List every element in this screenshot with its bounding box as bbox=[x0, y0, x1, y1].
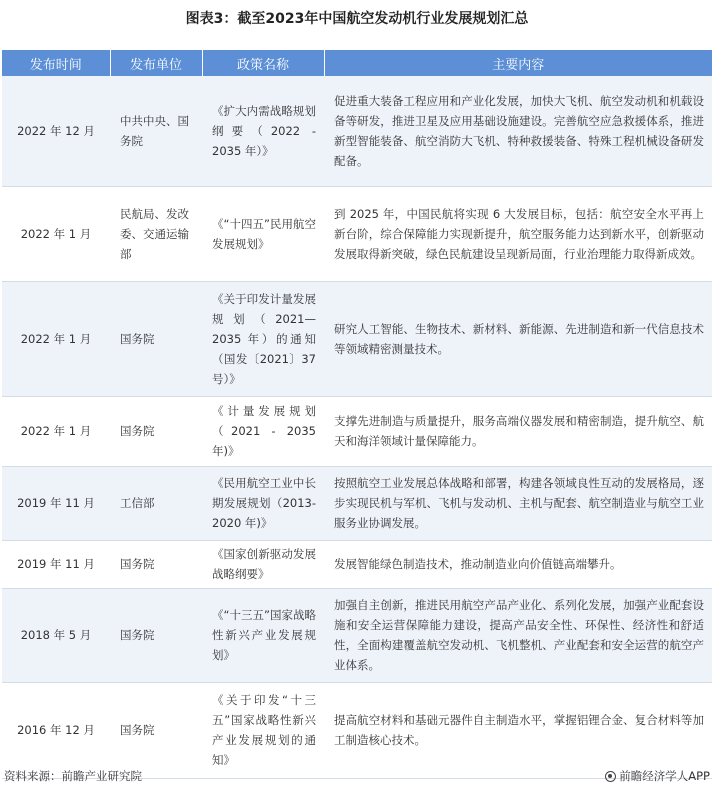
footer bbox=[4, 764, 710, 786]
table-row bbox=[2, 281, 712, 396]
cell-unit: 中共中央、国务院 bbox=[110, 76, 202, 186]
table-header-row bbox=[2, 50, 712, 76]
cell-content: 促进重大装备工程应用和产业化发展，加快大飞机、航空发动机和机载设备等研发，推进卫星及应用基础设施建设。完善航空应急救援体系，推进新型智能装备、航空消防大飞机、特种救援装备、特殊工程机械设备研发配备。 bbox=[324, 76, 712, 186]
cell-unit: 国务院 bbox=[110, 588, 202, 682]
cell-policy: 《关于印发计量发展规划（2021—2035 年）的通知（国发〔2021〕37 号）》 bbox=[202, 281, 324, 396]
table-row bbox=[2, 186, 712, 281]
cell-policy: 《“十四五”民用航空发展规划》 bbox=[202, 186, 324, 281]
cell-policy: 《“十三五”国家战略性新兴产业发展规划》 bbox=[202, 588, 324, 682]
app-credit bbox=[605, 768, 710, 784]
table-row bbox=[2, 76, 712, 186]
cell-content: 提高航空材料和基础元器件自主制造水平，掌握铝锂合金、复合材料等加工制造核心技术。 bbox=[324, 682, 712, 778]
cell-policy: 《计量发展规划（2021 - 2035 年)》 bbox=[202, 396, 324, 466]
header-policy: 政策名称 bbox=[202, 50, 324, 76]
table-row bbox=[2, 396, 712, 466]
cell-time: 2022 年 1 月 bbox=[2, 186, 110, 281]
header-time: 发布时间 bbox=[2, 50, 110, 76]
cell-time: 2018 年 5 月 bbox=[2, 588, 110, 682]
cell-policy: 《扩大内需战略规划纲要（2022 - 2035 年）》 bbox=[202, 76, 324, 186]
cell-content: 到 2025 年，中国民航将实现 6 大发展目标，包括：航空安全水平再上新台阶，综合保障能力实现新提升，航空服务能力达到新水平，创新驱动发展取得新突破，绿色民航建设呈现新局面，行业治理能力取得新成效。 bbox=[324, 186, 712, 281]
app-logo-icon bbox=[605, 771, 616, 782]
policy-table bbox=[2, 50, 712, 779]
table-row bbox=[2, 466, 712, 540]
cell-content: 按照航空工业发展总体战略和部署，构建各领域良性互动的发展格局，逐步实现民机与军机、飞机与发动机、主机与配套、航空制造业与航空工业服务业协调发展。 bbox=[324, 466, 712, 540]
cell-time: 2019 年 11 月 bbox=[2, 540, 110, 588]
header-unit: 发布单位 bbox=[110, 50, 202, 76]
table-row bbox=[2, 540, 712, 588]
app-name: 前瞻经济学人APP bbox=[619, 769, 710, 783]
cell-time: 2022 年 1 月 bbox=[2, 281, 110, 396]
cell-time: 2022 年 1 月 bbox=[2, 396, 110, 466]
chart-title: 图表3：截至2023年中国航空发动机行业发展规划汇总 bbox=[185, 11, 529, 27]
cell-content: 发展智能绿色制造技术，推动制造业向价值链高端攀升。 bbox=[324, 540, 712, 588]
cell-policy: 《国家创新驱动发展战略纲要》 bbox=[202, 540, 324, 588]
cell-policy: 《关于印发“十三五”国家战略性新兴产业发展规划的通知》 bbox=[202, 682, 324, 778]
cell-unit: 国务院 bbox=[110, 396, 202, 466]
cell-policy: 《民用航空工业中长期发展规划（2013-2020 年)》 bbox=[202, 466, 324, 540]
source-note: 资料来源：前瞻产业研究院 bbox=[4, 769, 142, 783]
cell-content: 支撑先进制造与质量提升，服务高端仪器发展和精密制造，提升航空、航天和海洋领域计量保障能力。 bbox=[324, 396, 712, 466]
cell-unit: 工信部 bbox=[110, 466, 202, 540]
table-row bbox=[2, 588, 712, 682]
cell-content: 研究人工智能、生物技术、新材料、新能源、先进制造和新一代信息技术等领域精密测量技术。 bbox=[324, 281, 712, 396]
cell-time: 2016 年 12 月 bbox=[2, 682, 110, 778]
cell-unit: 国务院 bbox=[110, 281, 202, 396]
cell-unit: 民航局、发改委、交通运输部 bbox=[110, 186, 202, 281]
cell-content: 加强自主创新，推进民用航空产品产业化、系列化发展，加强产业配套设施和安全运营保障能力建设，提高产品安全性、环保性、经济性和舒适性，全面构建覆盖航空发动机、飞机整机、产业配套和安全运营的航空产业体系。 bbox=[324, 588, 712, 682]
cell-time: 2022 年 12 月 bbox=[2, 76, 110, 186]
header-content: 主要内容 bbox=[324, 50, 712, 76]
cell-unit: 国务院 bbox=[110, 540, 202, 588]
cell-time: 2019 年 11 月 bbox=[2, 466, 110, 540]
cell-unit: 国务院 bbox=[110, 682, 202, 778]
